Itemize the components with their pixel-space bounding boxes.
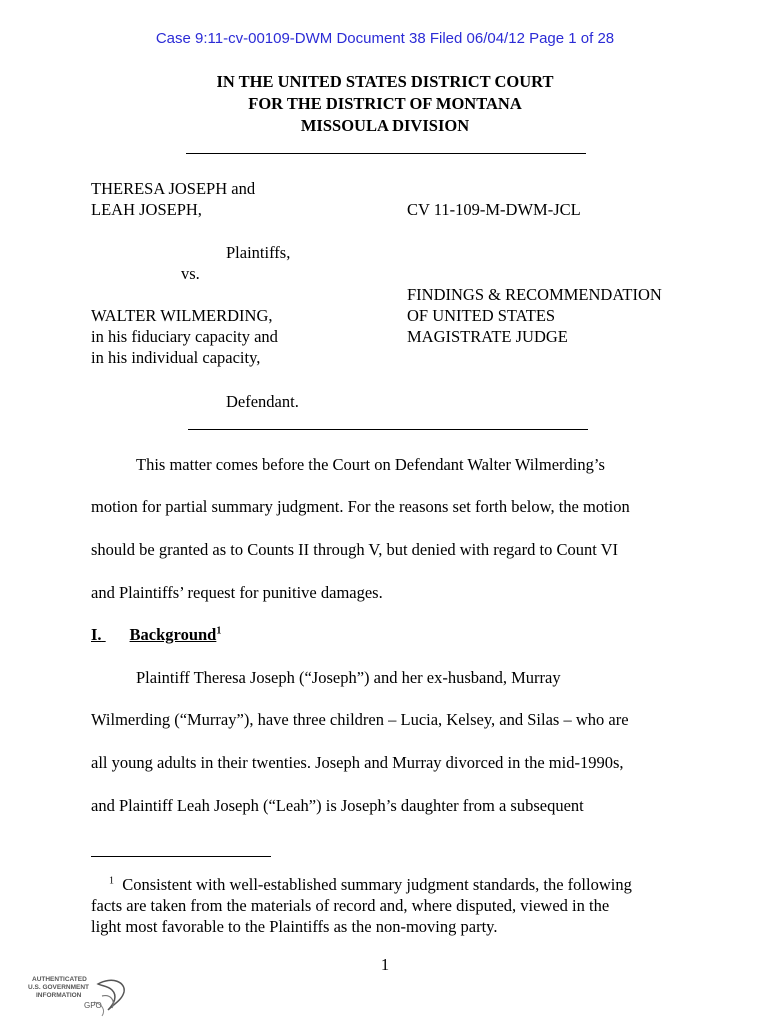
caption-bottom-rule [188, 429, 588, 430]
footnote-reference[interactable]: 1 [216, 625, 222, 637]
court-heading-line-3: MISSOULA DIVISION [300, 116, 470, 135]
document-title-line-2: OF UNITED STATES [407, 306, 556, 325]
case-header-stamp: Case 9:11-cv-00109-DWM Document 38 Filed 06/04/12 Page 1 of 28 [155, 30, 615, 47]
body-text-line: This matter comes before the Court on Defendant Walter Wilmerding’s [136, 455, 605, 474]
gpo-authentication-logo [28, 974, 138, 1018]
footnote-mark: 1 [109, 875, 114, 887]
court-heading-line-1: IN THE UNITED STATES DISTRICT COURT [216, 72, 554, 91]
plaintiffs-names-line-1: THERESA JOSEPH and [91, 179, 256, 198]
plaintiffs-label: Plaintiffs, [226, 243, 291, 262]
document-title-line-1: FINDINGS & RECOMMENDATION [407, 285, 662, 304]
logo-text-line-3: INFORMATION [36, 992, 82, 999]
body-text-line: and Plaintiff Leah Joseph (“Leah”) is Joseph’s daughter from a subsequent [91, 796, 584, 815]
footnote-line-3: light most favorable to the Plaintiffs as the non-moving party. [91, 917, 498, 936]
logo-text-line-2: U.S. GOVERNMENT [28, 984, 90, 991]
logo-text-line-1: AUTHENTICATED [32, 976, 87, 983]
section-spacer [102, 625, 130, 645]
versus-label: vs. [181, 264, 200, 283]
body-text-line: all young adults in their twenties. Joseph and Murray divorced in the mid-1990s, [91, 753, 624, 772]
defendant-name-line-3: in his individual capacity, [91, 348, 261, 367]
caption-top-rule [186, 153, 586, 154]
document-title-line-3: MAGISTRATE JUDGE [407, 327, 568, 346]
plaintiffs-names-line-2: LEAH JOSEPH, [91, 200, 202, 219]
case-number: CV 11-109-M-DWM-JCL [407, 200, 581, 219]
footnote-line-1 [109, 875, 632, 895]
page-number: 1 [380, 955, 390, 974]
body-text-line: and Plaintiffs’ request for punitive damages. [91, 583, 383, 602]
section-number: I. [91, 625, 102, 644]
defendant-name-line-1: WALTER WILMERDING, [91, 306, 273, 325]
section-heading [91, 625, 221, 645]
logo-text-line-4: GPO [84, 1001, 102, 1010]
section-title: Background [129, 625, 217, 644]
body-text-line: motion for partial summary judgment. For the reasons set forth below, the motion [91, 497, 630, 516]
body-text-line: Plaintiff Theresa Joseph (“Joseph”) and her ex-husband, Murray [136, 668, 561, 687]
body-text-line: Wilmerding (“Murray”), have three children – Lucia, Kelsey, and Silas – who are [91, 710, 629, 729]
defendant-label: Defendant. [226, 392, 299, 411]
footnote-text: Consistent with well-established summary judgment standards, the following [122, 875, 632, 894]
defendant-name-line-2: in his fiduciary capacity and [91, 327, 278, 346]
footnote-line-2: facts are taken from the materials of record and, where disputed, viewed in the [91, 896, 610, 915]
footnote-separator [91, 856, 271, 857]
body-text-line: should be granted as to Counts II through V, but denied with regard to Count VI [91, 540, 619, 559]
court-heading-line-2: FOR THE DISTRICT OF MONTANA [248, 94, 522, 113]
